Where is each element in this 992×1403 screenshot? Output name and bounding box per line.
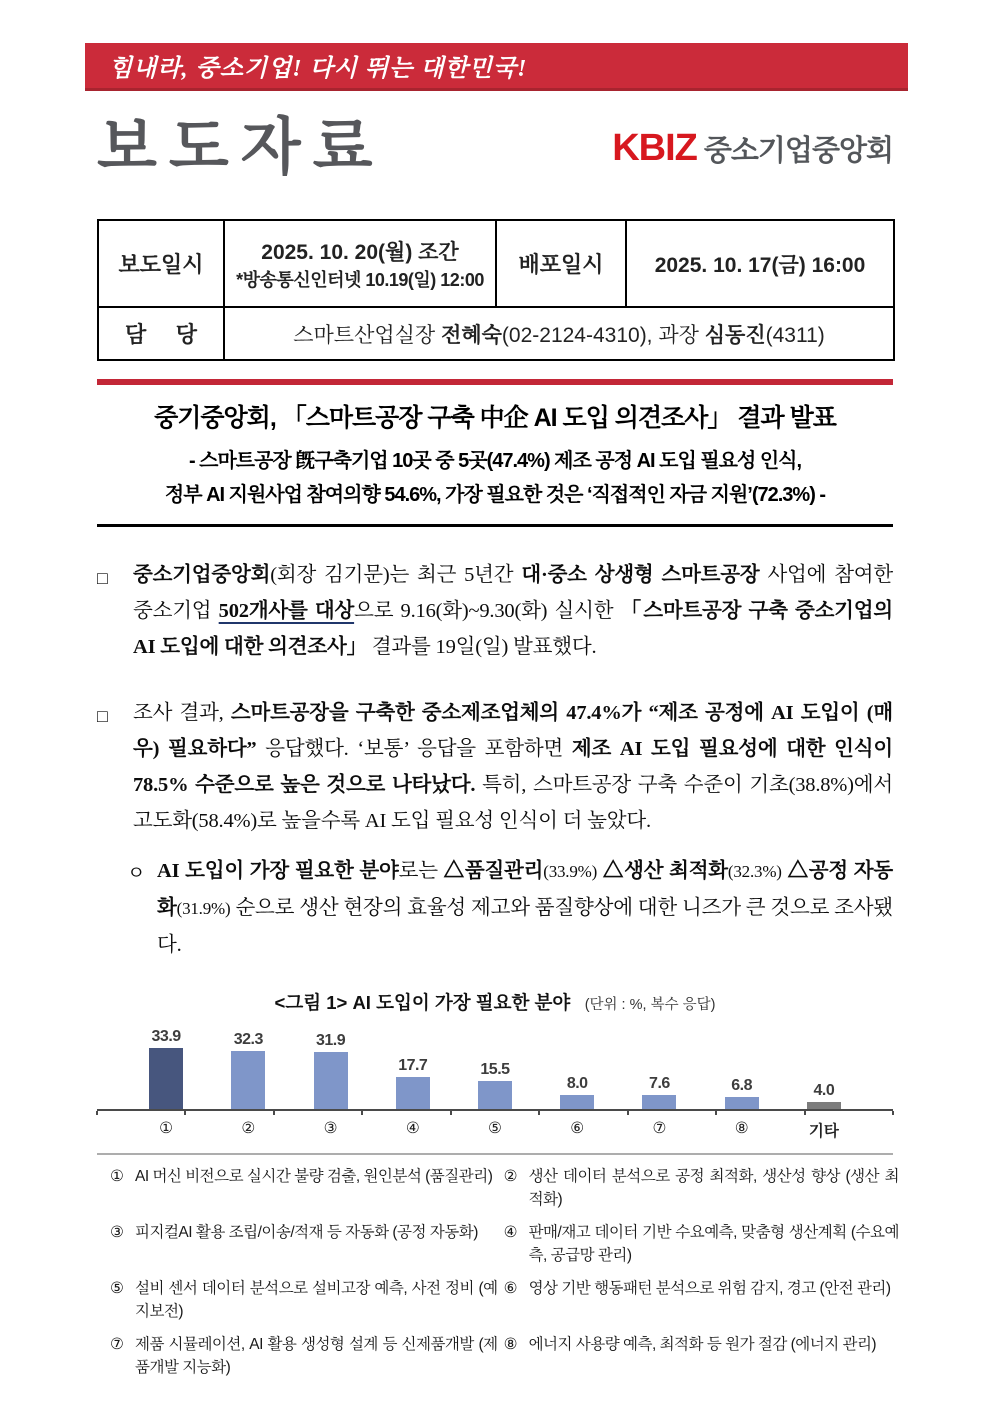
chart-category-label: ③ — [323, 1120, 338, 1137]
footnote-text: 영상 기반 행동패턴 분석으로 위험 감지, 경고 (안전 관리) — [528, 1280, 891, 1297]
chart-category-label: ⑥ — [570, 1120, 585, 1137]
footnote-text: 판매/재고 데이터 기반 수요예측, 맞춤형 생산계획 (수요예측, 공급망 관리) — [528, 1224, 899, 1264]
bar-value-label: 17.7 — [398, 1057, 428, 1075]
chart-bar — [478, 1081, 512, 1109]
bar-value-label: 7.6 — [649, 1075, 670, 1093]
axis-tick — [96, 1111, 98, 1115]
double-rule — [97, 524, 893, 527]
footnote-item — [110, 1221, 498, 1267]
chart-bar-group — [289, 1032, 371, 1109]
text-segment: 대·중소 상생형 스마트공장 — [521, 564, 760, 586]
axis-tick — [627, 1111, 629, 1115]
axis-tick — [715, 1111, 717, 1115]
bar-value-label: 15.5 — [480, 1061, 510, 1079]
kbiz-logo-mark: KBIZ — [612, 126, 697, 169]
text-segment: 결과를 19일(일) 발표했다. — [366, 636, 597, 658]
chart-bar — [314, 1052, 348, 1109]
circle-bullet-icon: ㅇ — [127, 863, 146, 884]
release-date-value — [224, 220, 496, 307]
chart-unit-note: (단위 : %, 복수 응답) — [584, 997, 716, 1013]
footnote-item — [504, 1165, 899, 1211]
headline-subtitle — [97, 444, 893, 512]
doc-type-title: 보도자료 — [97, 113, 385, 182]
kbiz-logo — [612, 127, 893, 170]
bar-value-label: 6.8 — [731, 1076, 753, 1094]
text-segment: 스마트공장을 구축한 중소제조업체의 47.4%가 “제조 공정에 AI 도입이 (매우) 필요하다” — [133, 702, 894, 760]
axis-tick — [184, 1111, 186, 1115]
chart-bar — [560, 1095, 594, 1109]
chart-bar-group — [372, 1057, 454, 1109]
paragraph-2 — [97, 695, 893, 839]
footnote-text: AI 머신 비전으로 실시간 불량 검출, 원인분석 (품질관리) — [135, 1168, 493, 1185]
subtitle-line-1: - 스마트공장 旣구축기업 10곳 중 5곳(47.4%) 제조 공정 AI 도입 필요성 인식, — [188, 450, 802, 472]
square-bullet-icon: □ — [97, 568, 108, 588]
contact-label-char-1: 담 — [125, 322, 147, 347]
chart-bar-group — [783, 1082, 865, 1109]
footnote-number-icon: ⑤ — [110, 1280, 124, 1297]
chart-category-label: 기타 — [808, 1123, 839, 1140]
text-segment: (4311) — [765, 323, 825, 347]
chart-title: <그림 1> AI 도입이 가장 필요한 분야 — [274, 992, 571, 1013]
release-date-line1: 2025. 10. 20(월) 조간 — [261, 240, 459, 264]
chart-bar-group — [618, 1075, 700, 1109]
footnote-number-icon: ③ — [110, 1224, 124, 1241]
text-segment: AI 도입이 가장 필요한 분야 — [157, 860, 399, 882]
footnote-item — [110, 1165, 498, 1211]
chart-category-label: ⑧ — [734, 1120, 749, 1137]
axis-tick — [273, 1111, 275, 1115]
footnote-list — [110, 1165, 899, 1379]
footnote-number-icon: ④ — [503, 1224, 517, 1241]
text-segment: (32.3%) — [727, 862, 782, 881]
text-segment: 사업에 참여한 중소기업 — [133, 564, 893, 622]
chart-bar-group — [536, 1075, 618, 1109]
axis-tick — [804, 1111, 806, 1115]
footnote-item — [110, 1277, 498, 1323]
footnote-text: 생산 데이터 분석으로 공정 최적화, 생산성 향상 (생산 최적화) — [528, 1168, 899, 1208]
text-segment: (02-2124-4310), 과장 — [501, 323, 705, 347]
footnote-text: 제품 시뮬레이션, AI 활용 생성형 설계 등 신제품개발 (제품개발 지능화) — [135, 1336, 498, 1376]
release-info-table — [97, 219, 895, 361]
bar-value-label: 8.0 — [566, 1074, 588, 1092]
chart-bar — [725, 1097, 759, 1109]
bar-value-label: 32.3 — [233, 1030, 263, 1048]
text-segment: △품질관리 — [443, 860, 544, 882]
chart-bar-group — [207, 1031, 289, 1109]
chart-bar-group — [454, 1061, 536, 1109]
text-segment: (31.9%) — [176, 899, 231, 918]
bar-value-label: 31.9 — [315, 1031, 346, 1049]
release-date-label: 보도일시 — [98, 220, 224, 307]
chart-bar — [396, 1077, 430, 1109]
release-date-line2: *방송통신인터넷 10.19(일) 12:00 — [236, 269, 484, 290]
chart-bar-group — [125, 1028, 207, 1109]
chart-bars — [97, 1023, 893, 1109]
axis-tick — [892, 1111, 894, 1115]
text-segment: 특히, 스마트공장 구축 수준이 기초(38.8%)에서 고도화(58.4%)로 높을수록 AI 도입 필요성 인식이 더 높았다. — [133, 774, 894, 832]
text-segment: (33.9%) — [543, 862, 598, 881]
distribution-date-label: 배포일시 — [496, 220, 626, 307]
contact-value — [224, 307, 894, 360]
chart-category-label: ⑤ — [488, 1120, 502, 1137]
distribution-date-value: 2025. 10. 17(금) 16:00 — [626, 220, 894, 307]
chart-x-axis — [97, 1109, 893, 1115]
chart-category-label: ⑦ — [652, 1120, 667, 1137]
figure-1-chart — [97, 989, 893, 1141]
text-segment: 순으로 생산 현장의 효율성 제고와 품질향상에 대한 니즈가 큰 것으로 조사됐다. — [157, 897, 893, 956]
text-segment: 로는 — [398, 860, 444, 882]
paragraph-1 — [97, 557, 893, 665]
paragraph-2-text — [133, 695, 893, 839]
contact-label-cell — [98, 307, 224, 360]
chart-bar — [642, 1095, 676, 1109]
slogan-banner — [85, 43, 908, 91]
text-segment: 심동진 — [704, 323, 766, 347]
bar-value-label: 33.9 — [151, 1027, 181, 1045]
headline-title: 중기중앙회, 「스마트공장 구축 中企 AI 도입 의견조사」 결과 발표 — [154, 404, 836, 432]
sub-bullet-text — [157, 853, 893, 963]
text-segment: 응답했다. ‘보통’ 응답을 포함하면 — [256, 738, 572, 760]
square-bullet-icon: □ — [97, 706, 108, 726]
sub-bullet-paragraph — [127, 853, 893, 963]
text-segment: 전혜숙 — [441, 323, 502, 347]
text-segment: 조사 결과, — [133, 702, 231, 724]
subtitle-line-2: 정부 AI 지원사업 참여의향 54.6%, 가장 필요한 것은 ‘직접적인 자금 지원’(72.3%) - — [164, 484, 826, 506]
axis-tick — [538, 1111, 540, 1115]
text-segment: 「스마트공장 구축 중소기업의 AI 도입에 대한 의견조사」 — [133, 600, 893, 658]
footnote-item — [504, 1277, 899, 1323]
footnote-number-icon: ⑧ — [503, 1336, 517, 1353]
text-segment: 중소기업중앙회 — [133, 564, 271, 586]
bar-value-label: 4.0 — [813, 1081, 835, 1099]
chart-title-row — [97, 989, 893, 1015]
footnote-number-icon: ① — [110, 1168, 124, 1185]
footnote-text: 에너지 사용량 예측, 최적화 등 원가 절감 (에너지 관리) — [528, 1336, 877, 1353]
footnote-text: 설비 센서 데이터 분석으로 설비고장 예측, 사전 정비 (예지보전) — [135, 1280, 498, 1320]
text-segment: △생산 최적화 — [602, 860, 728, 882]
footnote-text: 피지컬AI 활용 조립/이송/적재 등 자동화 (공정 자동화) — [135, 1224, 478, 1241]
table-row — [98, 307, 894, 360]
slogan-text: 힘내라, 중소기업! 다시 뛰는 대한민국! — [109, 56, 528, 82]
contact-label-char-2: 당 — [175, 322, 197, 347]
document-header — [97, 107, 893, 189]
chart-bar — [807, 1102, 841, 1109]
footnote-number-icon: ⑥ — [503, 1280, 517, 1297]
chart-bar — [149, 1048, 183, 1109]
text-segment: 제조 AI 도입 필요성에 대한 인식이 78.5% 수준으로 높은 것으로 나타났다. — [133, 738, 893, 796]
text-segment: 스마트산업실장 — [293, 323, 442, 347]
axis-tick — [361, 1111, 363, 1115]
footnote-item — [504, 1333, 899, 1379]
footnote-number-icon: ⑦ — [110, 1336, 124, 1353]
red-divider-line — [97, 379, 893, 385]
paragraph-1-text — [133, 557, 893, 665]
chart-bar — [231, 1051, 265, 1109]
chart-category-label: ② — [241, 1120, 256, 1137]
text-segment: 으로 9.16(화)~9.30(화) 실시한 — [354, 600, 621, 622]
footnote-item — [110, 1333, 498, 1379]
footnote-divider-line — [97, 1153, 893, 1155]
contact-label — [99, 318, 223, 349]
chart-category-label: ① — [159, 1120, 174, 1137]
footnote-number-icon: ② — [503, 1168, 517, 1185]
chart-bar-group — [701, 1077, 783, 1109]
axis-tick — [450, 1111, 452, 1115]
text-segment: △공정 자동화 — [157, 860, 893, 919]
text-segment: (회장 김기문)는 최근 5년간 — [270, 564, 522, 586]
text-segment: 502개사를 대상 — [218, 600, 355, 622]
chart-category-labels — [97, 1119, 893, 1141]
footnote-item — [504, 1221, 899, 1267]
table-row — [98, 220, 894, 307]
chart-category-label: ④ — [405, 1120, 420, 1137]
kbiz-org-name: 중소기업중앙회 — [703, 134, 893, 167]
